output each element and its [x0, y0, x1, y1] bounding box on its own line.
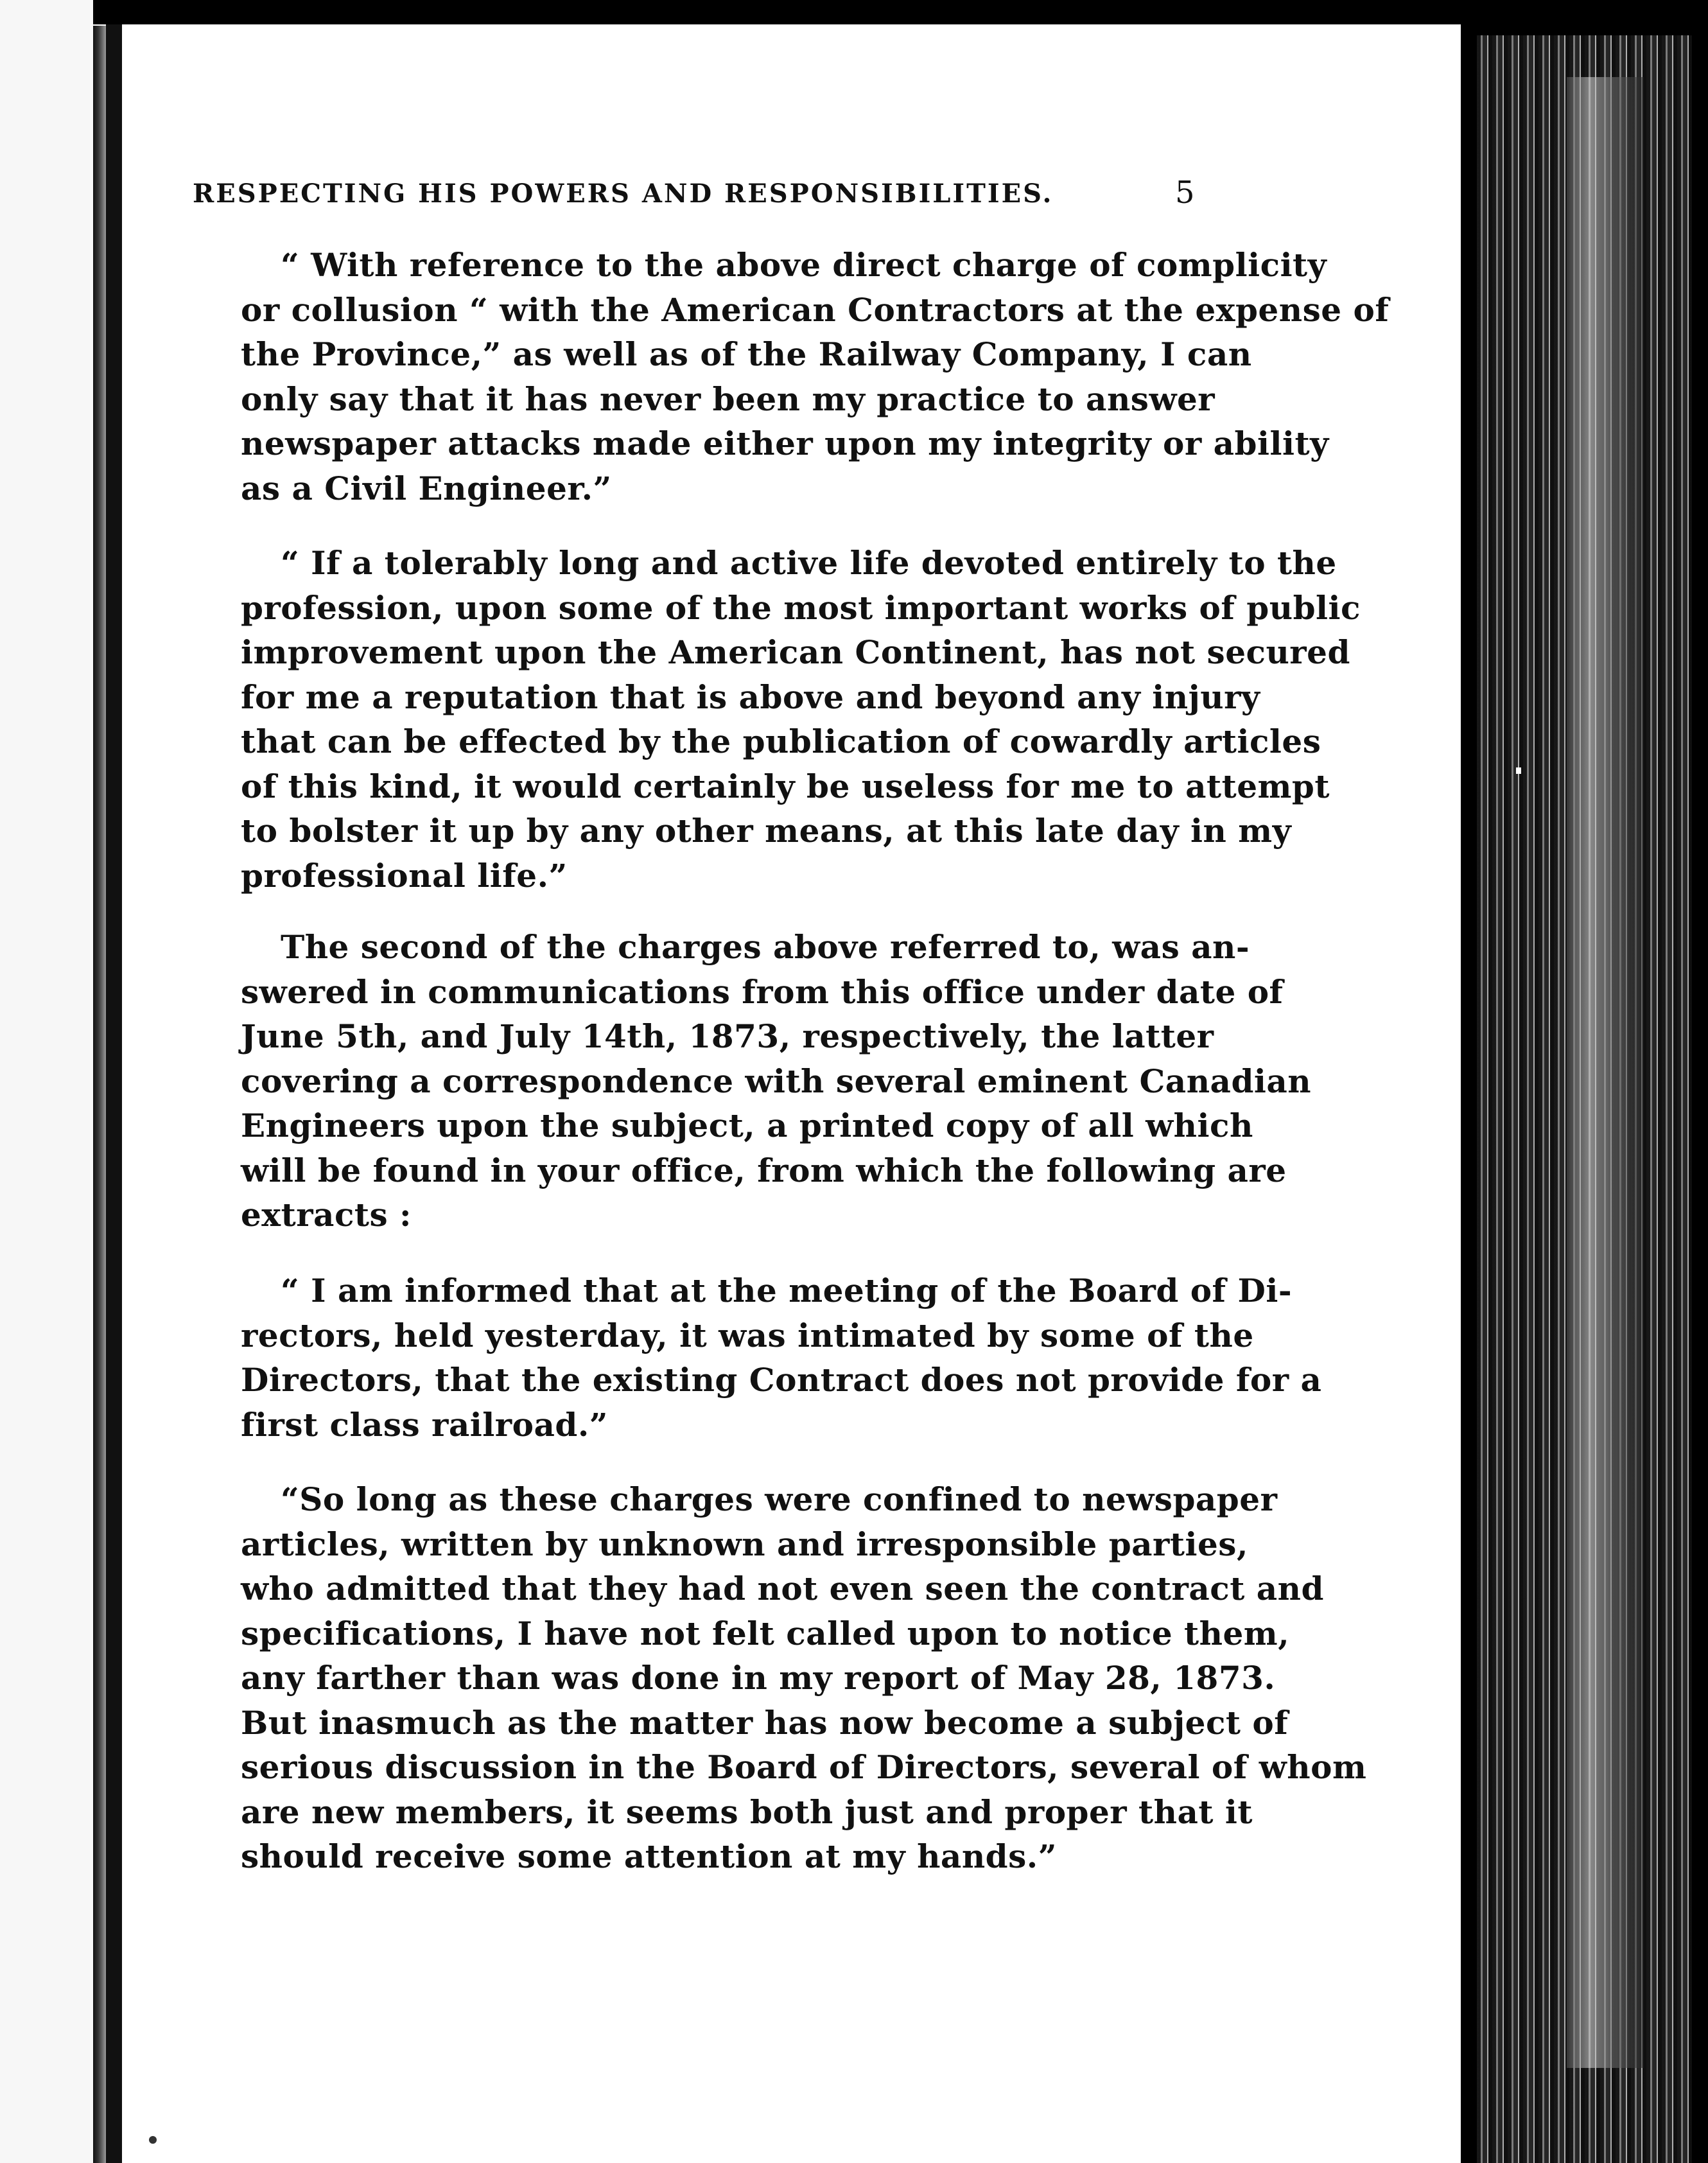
- text-line: rectors, held yesterday, it was intimated by some of the: [241, 1316, 1254, 1354]
- text-line: The second of the charges above referred to, was an-: [281, 928, 1250, 966]
- page-stack-highlight: [1567, 77, 1644, 2068]
- text-line: first class railroad.”: [241, 1405, 608, 1444]
- text-line: covering a correspondence with several eminent Canadian: [241, 1062, 1312, 1100]
- text-line: June 5th, and July 14th, 1873, respectively, the latter: [241, 1017, 1214, 1055]
- text-line: improvement upon the American Continent, has not secured: [241, 633, 1350, 671]
- text-line: are new members, it seems both just and proper that it: [241, 1792, 1253, 1831]
- text-line: specifications, I have not felt called upon to notice them,: [241, 1614, 1290, 1652]
- text-line: But inasmuch as the matter has now become a subject of: [241, 1703, 1289, 1742]
- text-line: newspaper attacks made either upon my integrity or ability: [241, 425, 1329, 462]
- quote-paragraph-1: [241, 243, 1390, 511]
- text-line: serious discussion in the Board of Directors, several of whom: [241, 1748, 1367, 1786]
- quote-paragraph-4: [241, 1477, 1367, 1879]
- text-line: “ If a tolerably long and active life devoted entirely to the: [281, 544, 1337, 582]
- running-head: RESPECTING HIS POWERS AND RESPONSIBILITIES.: [193, 179, 1054, 209]
- text-line: of this kind, it would certainly be useless for me to attempt: [241, 767, 1330, 805]
- text-line: only say that it has never been my practice to answer: [241, 380, 1216, 418]
- text-line: should receive some attention at my hands.”: [241, 1837, 1057, 1875]
- text-line: will be found in your office, from which the following are: [241, 1151, 1287, 1189]
- text-line: Engineers upon the subject, a printed copy of all which: [241, 1107, 1253, 1144]
- binding-shadow: [0, 0, 1708, 24]
- text-line: extracts :: [241, 1196, 412, 1234]
- text-line: articles, written by unknown and irresponsible parties,: [241, 1525, 1248, 1563]
- text-line: professional life.”: [241, 856, 568, 895]
- text-line: who admitted that they had not even seen the contract and: [241, 1570, 1324, 1607]
- gutter-shadow: [93, 26, 106, 2163]
- text-line: the Province,” as well as of the Railway Company, I can: [241, 335, 1252, 373]
- scan-speck: [149, 2136, 157, 2144]
- text-line: for me a reputation that is above and beyond any injury: [241, 678, 1260, 716]
- text-line: Directors, that the existing Contract does not provide for a: [241, 1361, 1322, 1399]
- text-line: to bolster it up by any other means, at this late day in my: [241, 812, 1292, 850]
- text-line: “ With reference to the above direct charge of complicity: [281, 246, 1327, 284]
- quote-paragraph-2: [241, 541, 1361, 898]
- text-line: or collusion “ with the American Contractors at the expense of: [241, 290, 1390, 329]
- text-line: “So long as these charges were confined to newspaper: [281, 1480, 1278, 1518]
- body-paragraph: [241, 925, 1312, 1238]
- text-line: that can be effected by the publication of cowardly articles: [241, 722, 1321, 760]
- scan-speck: [1516, 767, 1521, 774]
- gutter-dark-band: [106, 24, 122, 2163]
- text-line: as a Civil Engineer.”: [241, 469, 612, 507]
- text-line: profession, upon some of the most important works of public: [241, 588, 1361, 627]
- text-line: any farther than was done in my report of May 28, 1873.: [241, 1659, 1276, 1697]
- page-number: 5: [1175, 175, 1195, 211]
- facing-page-edge: [0, 0, 93, 2163]
- quote-paragraph-3: [241, 1268, 1322, 1447]
- text-line: swered in communications from this office under date of: [241, 972, 1284, 1011]
- text-line: “ I am informed that at the meeting of the Board of Di-: [281, 1272, 1293, 1309]
